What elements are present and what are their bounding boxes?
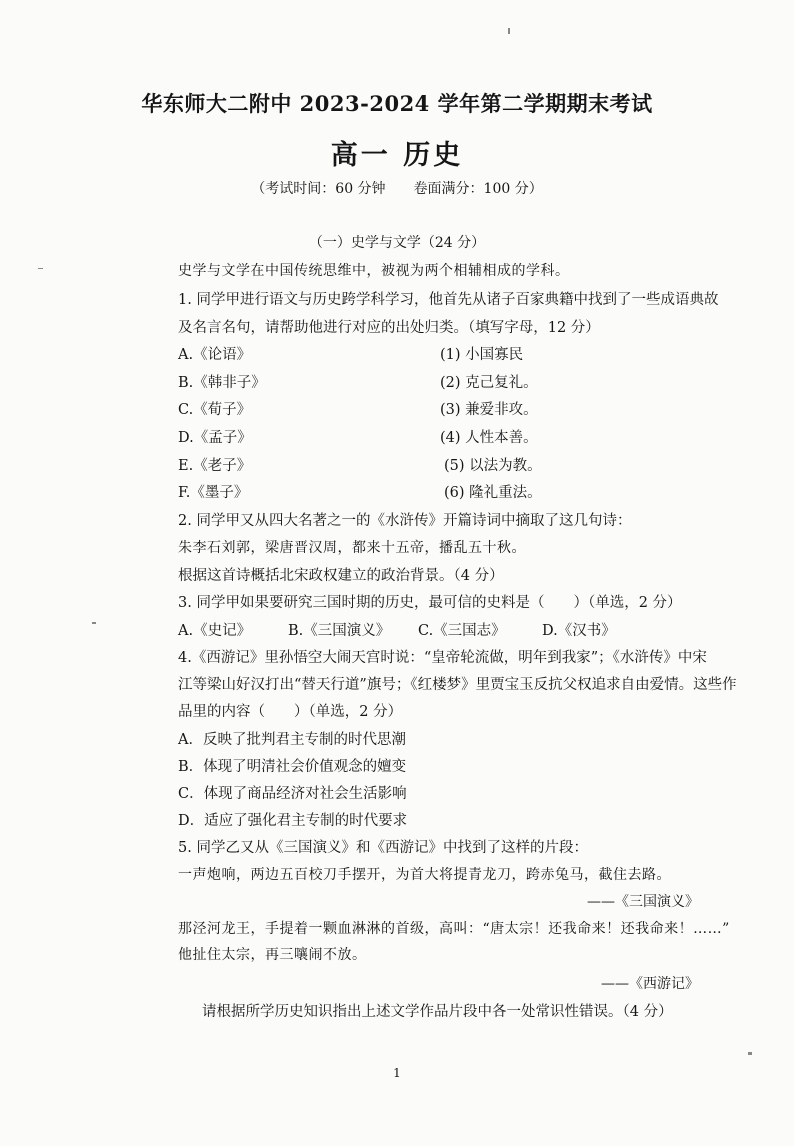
q4-option-b: B．体现了明清社会价值观念的嬗变 <box>178 759 407 775</box>
q4-option-a: A．反映了批判君主专制的时代思潮 <box>178 732 406 748</box>
q3-option-c: C.《三国志》 <box>418 623 506 639</box>
q1-book-a: A.《论语》 <box>178 347 252 363</box>
exam-subtitle: 高一 历史 <box>330 140 464 171</box>
exam-title: 华东师大二附中 2023-2024 学年第二学期期末考试 <box>141 91 653 116</box>
q4-option-c: C．体现了商品经济对社会生活影响 <box>178 786 407 802</box>
page-number: 1 <box>393 1066 401 1080</box>
q1-book-e: E.《老子》 <box>178 458 252 474</box>
q5-excerpt-1: 一声炮响，两边五百校刀手摆开，为首大将提青龙刀，跨赤兔马，截住去路。 <box>178 867 671 883</box>
q1-quote-2: (2) 克己复礼。 <box>440 375 538 391</box>
q3-stem: 3. 同学甲如果要研究三国时期的历史，最可信的史料是（ ）（单选，2 分） <box>178 595 682 611</box>
q5-source-1: ——《三国演义》 <box>587 894 699 910</box>
q2-ask: 根据这首诗概括北宋政权建立的政治背景。（4 分） <box>178 568 504 584</box>
q1-quote-5: (5) 以法为教。 <box>444 458 542 474</box>
q1-book-c: C.《荀子》 <box>178 402 252 418</box>
q2-stem: 2. 同学甲又从四大名著之一的《水浒传》开篇诗词中摘取了这几句诗： <box>178 513 632 529</box>
q3-option-b: B.《三国演义》 <box>288 623 391 639</box>
q2-poem: 朱李石刘郭，梁唐晋汉周，都来十五帝，播乱五十秋。 <box>178 540 526 556</box>
q5-excerpt-2-line2: 他扯住太宗，再三嚷闹不放。 <box>178 947 367 963</box>
q1-book-d: D.《孟子》 <box>178 430 252 446</box>
q5-source-2: ——《西游记》 <box>601 976 699 992</box>
q1-stem-line2: 及名言名句，请帮助他进行对应的出处归类。（填写字母，12 分） <box>178 320 600 336</box>
q1-book-f: F.《墨子》 <box>178 485 249 501</box>
exam-info: （考试时间：60 分钟 卷面满分：100 分） <box>251 181 543 197</box>
q1-quote-3: (3) 兼爱非攻。 <box>440 402 538 418</box>
q4-stem-line3: 品里的内容（ ）（单选，2 分） <box>178 704 403 720</box>
scan-speck <box>508 28 510 34</box>
section-intro: 史学与文学在中国传统思维中，被视为两个相辅相成的学科。 <box>178 263 570 279</box>
q5-ask: 请根据所学历史知识指出上述文学作品片段中各一处常识性错误。（4 分） <box>202 1004 673 1020</box>
q5-excerpt-2-line1: 那泾河龙王，手提着一颗血淋淋的首级，高叫：“唐太宗！还我命来！还我命来！……” <box>178 921 730 937</box>
section-title: （一）史学与文学（24 分） <box>308 235 486 251</box>
q5-stem: 5. 同学乙又从《三国演义》和《西游记》中找到了这样的片段： <box>178 840 588 856</box>
scan-speck <box>92 622 96 624</box>
q4-stem-line1: 4.《西游记》里孙悟空大闹天宫时说：“皇帝轮流做，明年到我家”；《水浒传》中宋 <box>178 650 707 666</box>
q1-quote-4: (4) 人性本善。 <box>440 430 538 446</box>
q3-option-d: D.《汉书》 <box>542 623 616 639</box>
q4-option-d: D．适应了强化君主专制的时代要求 <box>178 813 408 829</box>
q1-book-b: B.《韩非子》 <box>178 375 266 391</box>
scan-speck <box>748 1052 752 1055</box>
q3-option-a: A.《史记》 <box>178 623 252 639</box>
q4-stem-line2: 江等梁山好汉打出“替天行道”旗号；《红楼梦》里贾宝玉反抗父权追求自由爱情。这些作 <box>178 677 737 693</box>
scan-speck <box>38 268 43 269</box>
q1-stem-line1: 1. 同学甲进行语文与历史跨学科学习，他首先从诸子百家典籍中找到了一些成语典故 <box>178 292 719 308</box>
q1-quote-6: (6) 隆礼重法。 <box>444 485 542 501</box>
q1-quote-1: (1) 小国寡民 <box>440 347 524 363</box>
